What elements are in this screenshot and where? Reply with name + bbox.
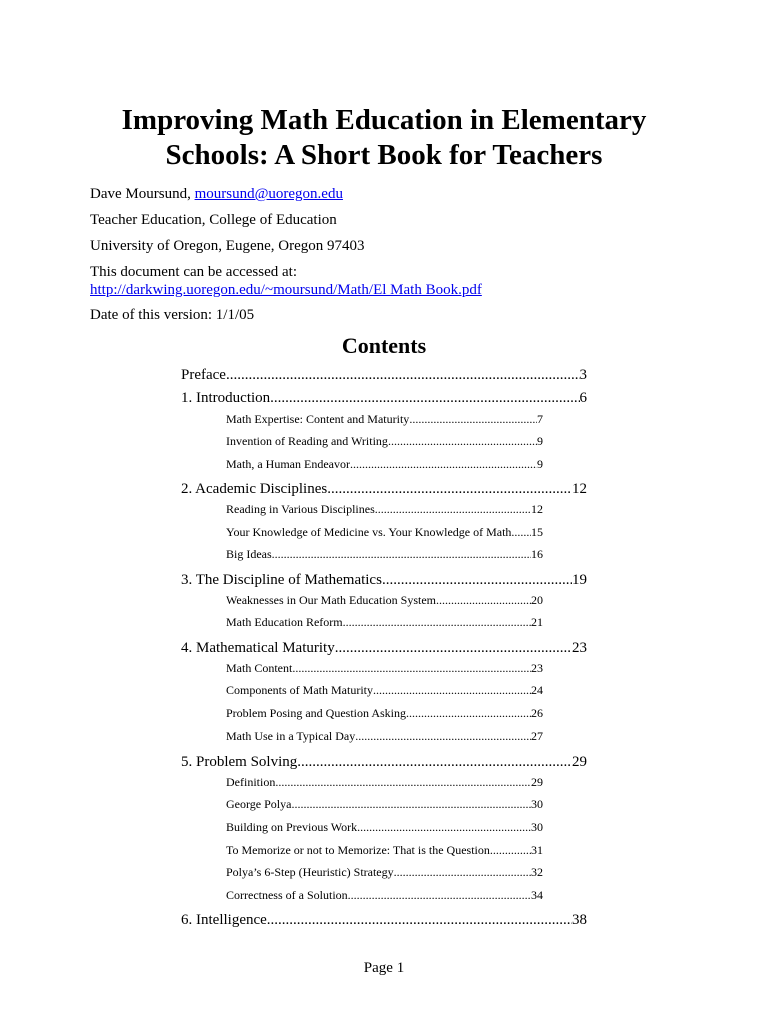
toc-leader-dots — [348, 888, 531, 903]
toc-leader-dots — [406, 706, 531, 721]
toc-entry[interactable] — [181, 639, 587, 657]
toc-subentry-page: 24 — [531, 683, 543, 697]
toc-subentry[interactable] — [226, 661, 543, 676]
toc-subentry[interactable] — [226, 797, 543, 812]
toc-subentry-label: Problem Posing and Question Asking — [226, 706, 407, 720]
toc-subentry-page: 32 — [531, 865, 543, 879]
toc-subentry-label: Correctness of a Solution — [226, 888, 348, 902]
toc-subentry-label: Math Education Reform — [226, 615, 343, 629]
toc-entry-label: Preface — [181, 367, 226, 383]
toc-leader-dots — [327, 480, 572, 498]
toc-leader-dots — [394, 865, 531, 880]
toc-entry[interactable] — [181, 911, 587, 929]
toc-entry-label: 4. Mathematical Maturity — [181, 640, 335, 656]
page-footer: Page 1 — [363, 960, 405, 976]
toc-subentry[interactable] — [226, 706, 543, 721]
toc-subentry-page: 15 — [531, 525, 543, 539]
toc-subentry[interactable] — [226, 593, 543, 608]
toc-leader-dots — [375, 502, 531, 517]
toc-leader-dots — [226, 366, 580, 384]
toc-subentry[interactable] — [226, 843, 543, 858]
toc-entry-label: 1. Introduction — [181, 390, 271, 406]
toc-entry-page: 19 — [572, 572, 587, 588]
toc-entry[interactable] — [181, 389, 587, 407]
toc-entry-page: 23 — [572, 640, 587, 656]
version-date: Date of this version: 1/1/05 — [90, 307, 255, 323]
toc-leader-dots — [270, 389, 579, 407]
toc-subentry-label: Big Ideas — [226, 547, 272, 561]
toc-subentry[interactable] — [226, 457, 543, 472]
department: Teacher Education, College of Education — [90, 212, 337, 228]
toc-subentry-page: 20 — [531, 593, 543, 607]
toc-entry[interactable] — [181, 366, 587, 384]
toc-leader-dots — [355, 729, 531, 744]
toc-subentry-page: 29 — [531, 775, 543, 789]
toc-subentry-label: Math, a Human Endeavor — [226, 457, 350, 471]
toc-subentry-label: Math Use in a Typical Day — [226, 729, 356, 743]
title-line-2: Schools: A Short Book for Teachers — [165, 139, 603, 171]
toc-subentry[interactable] — [226, 434, 543, 449]
toc-subentry-label: Polya’s 6-Step (Heuristic) Strategy — [226, 865, 394, 879]
toc-entry-label: 2. Academic Disciplines — [181, 481, 328, 497]
toc-leader-dots — [335, 639, 572, 657]
toc-entry[interactable] — [181, 571, 587, 589]
toc-entry[interactable] — [181, 480, 587, 498]
toc-entry-page: 12 — [572, 481, 587, 497]
toc-leader-dots — [357, 820, 531, 835]
toc-leader-dots — [511, 525, 531, 540]
toc-subentry[interactable] — [226, 775, 543, 790]
author-line — [90, 185, 343, 203]
toc-subentry-label: George Polya — [226, 797, 292, 811]
toc-subentry[interactable] — [226, 547, 543, 562]
toc-leader-dots — [490, 843, 531, 858]
toc-subentry-label: Reading in Various Disciplines — [226, 502, 375, 516]
contents-heading: Contents — [341, 333, 427, 358]
toc-subentry-page: 7 — [537, 412, 543, 426]
toc-subentry-page: 12 — [531, 502, 543, 516]
toc-entry-page: 3 — [579, 367, 587, 383]
toc-subentry[interactable] — [226, 888, 543, 903]
toc-entry-label: 3. The Discipline of Mathematics — [181, 572, 382, 588]
toc-entry-page: 29 — [572, 754, 587, 770]
toc-subentry-label: Math Content — [226, 661, 293, 675]
toc-subentry-label: Invention of Reading and Writing — [226, 434, 388, 448]
toc-subentry[interactable] — [226, 525, 543, 540]
toc-subentry[interactable] — [226, 683, 543, 698]
toc-leader-dots — [275, 775, 531, 790]
author-name: Dave Moursund, — [90, 186, 195, 202]
toc-leader-dots — [382, 571, 572, 589]
toc-subentry-page: 16 — [531, 547, 543, 561]
toc-subentry-label: Components of Math Maturity — [226, 683, 373, 697]
toc-subentry-label: Your Knowledge of Medicine vs. Your Knowledge of Math — [226, 525, 512, 539]
toc-leader-dots — [343, 615, 531, 630]
toc-subentry-page: 9 — [537, 457, 543, 471]
toc-subentry-page: 34 — [531, 888, 543, 902]
toc-subentry-label: Building on Previous Work — [226, 820, 358, 834]
toc-leader-dots — [388, 434, 537, 449]
toc-subentry[interactable] — [226, 412, 543, 427]
toc-subentry-label: Definition — [226, 775, 276, 789]
toc-subentry-page: 26 — [531, 706, 543, 720]
toc-leader-dots — [436, 593, 531, 608]
toc-subentry-label: To Memorize or not to Memorize: That is the Question — [226, 843, 490, 857]
document-url-link[interactable]: http://darkwing.uoregon.edu/~moursund/Math/El Math Book.pdf — [90, 282, 482, 298]
toc-leader-dots — [292, 661, 531, 676]
toc-subentry-page: 23 — [531, 661, 543, 675]
toc-leader-dots — [350, 457, 537, 472]
toc-subentry[interactable] — [226, 820, 543, 835]
toc-leader-dots — [373, 683, 531, 698]
toc-subentry[interactable] — [226, 865, 543, 880]
toc-subentry-page: 9 — [537, 434, 543, 448]
toc-entry-label: 5. Problem Solving — [181, 754, 298, 770]
toc-entry-label: 6. Intelligence — [181, 912, 267, 928]
toc-subentry-label: Weaknesses in Our Math Education System — [226, 593, 436, 607]
toc-entry-page: 38 — [572, 912, 587, 928]
toc-subentry-page: 27 — [531, 729, 543, 743]
toc-subentry-page: 30 — [531, 797, 543, 811]
toc-subentry[interactable] — [226, 502, 543, 517]
toc-leader-dots — [409, 412, 537, 427]
access-label: This document can be accessed at: — [90, 264, 297, 280]
university: University of Oregon, Eugene, Oregon 97403 — [90, 238, 365, 254]
toc-subentry[interactable] — [226, 729, 543, 744]
toc-subentry-page: 31 — [531, 843, 543, 857]
toc-subentry-label: Math Expertise: Content and Maturity — [226, 412, 410, 426]
toc-subentry[interactable] — [226, 615, 543, 630]
toc-leader-dots — [291, 797, 531, 812]
toc-entry[interactable] — [181, 753, 587, 771]
toc-leader-dots — [267, 911, 572, 929]
author-email-link[interactable]: moursund@uoregon.edu — [194, 186, 343, 202]
toc-leader-dots — [272, 547, 531, 562]
toc-leader-dots — [297, 753, 572, 771]
access-url-line — [90, 281, 482, 299]
title-line-1: Improving Math Education in Elementary — [121, 104, 647, 136]
toc-subentry-page: 21 — [531, 615, 543, 629]
toc-entry-page: 6 — [579, 390, 587, 406]
document-title — [60, 103, 708, 173]
toc-subentry-page: 30 — [531, 820, 543, 834]
